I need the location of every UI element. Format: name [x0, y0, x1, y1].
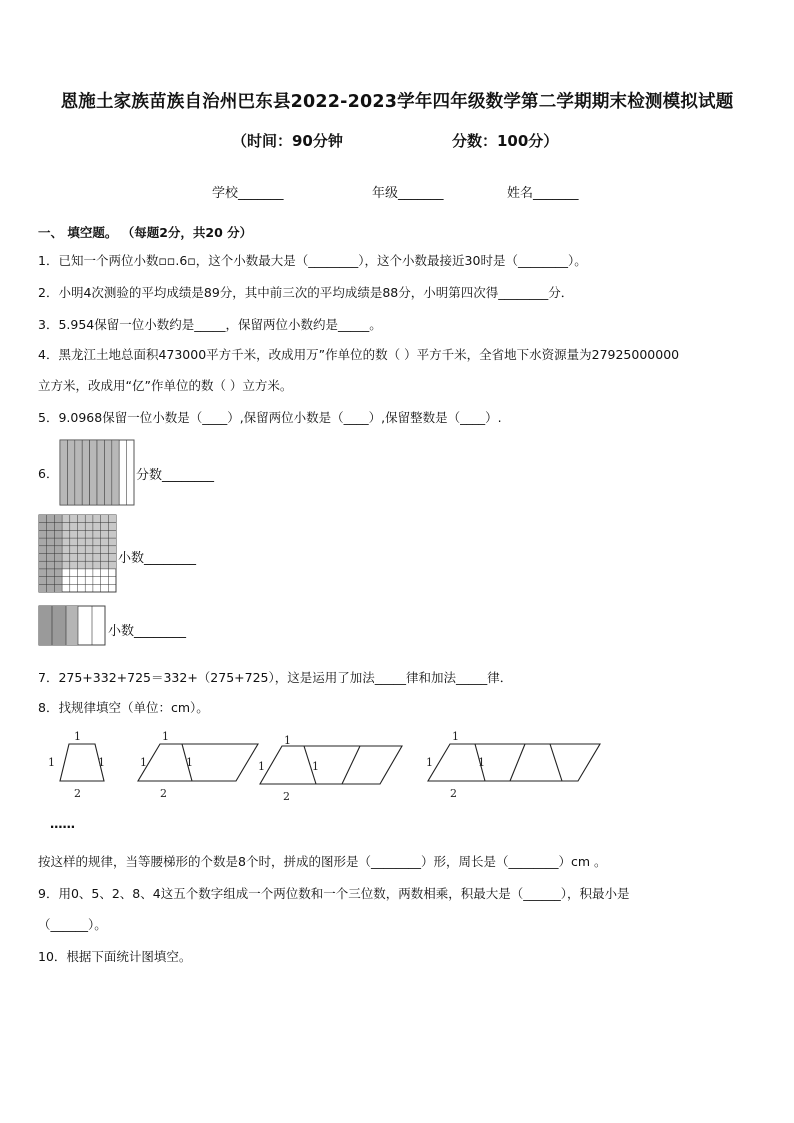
label-one: 1	[478, 756, 485, 769]
q6-decimal-blank-2: 小数________	[108, 624, 187, 639]
label-one: 1	[426, 756, 433, 769]
question-3: 3．5.954保留一位小数约是_____，保留两位小数约是_____。	[38, 317, 382, 332]
school-field: 学校_______	[212, 186, 284, 201]
question-8: 8．找规律填空（单位：cm）。	[38, 700, 209, 715]
q6-fraction-blank: 分数________	[136, 468, 215, 483]
label-one: 1	[48, 756, 55, 769]
label-one: 1	[258, 760, 265, 773]
question-6-number: 6．	[38, 466, 59, 481]
section-title: 一、 填空题。 （每题2分，共20 分）	[38, 225, 253, 240]
question-8-answer: 按这样的规律，当等腰梯形的个数是8个时，拼成的图形是（________）形，周长是（________）cm 。	[38, 854, 607, 869]
label-one: 1	[284, 734, 291, 747]
label-one: 1	[140, 756, 147, 769]
trapezoid-pattern-figure	[40, 726, 610, 804]
question-7: 7．275+332+725＝332+（275+725），这是运用了加法_____律和加法_____律．	[38, 670, 513, 685]
score-info: 分数：100分）	[452, 132, 559, 150]
continuation-dots: ……	[50, 816, 75, 831]
question-9-line-1: 9．用0、5、2、8、4这五个数字组成一个两位数和一个三位数，两数相乘，积最大是（______），积最小是	[38, 886, 630, 901]
question-5: 5．9.0968保留一位小数是（____）,保留两位小数是（____）,保留整数是（____）.	[38, 410, 502, 425]
figure-vertical-strips	[58, 438, 138, 508]
q6-decimal-blank-1: 小数________	[118, 551, 197, 566]
label-two: 2	[283, 790, 290, 803]
figure-hundred-grid	[38, 514, 118, 594]
label-one: 1	[74, 730, 81, 743]
page-title: 恩施土家族苗族自治州巴东县2022-2023学年四年级数学第二学期期末检测模拟试题	[60, 92, 734, 112]
figure-partial-strips	[38, 605, 110, 647]
question-9-line-2: （______）。	[38, 917, 107, 932]
label-one: 1	[162, 730, 169, 743]
question-4-line-2: 立方米，改成用“亿”作单位的数（ ）立方米。	[38, 378, 293, 393]
question-4-line-1: 4．黑龙江土地总面积473000平方千米，改成用万”作单位的数（ ）平方千米，全省地下水资源量为27925000000	[38, 347, 680, 362]
label-two: 2	[160, 787, 167, 800]
time-info: （时间：90分钟	[232, 132, 343, 150]
question-2: 2．小明4次测验的平均成绩是89分，其中前三次的平均成绩是88分，小明第四次得________分．	[38, 285, 574, 300]
label-one: 1	[186, 756, 193, 769]
label-one: 1	[312, 760, 319, 773]
label-two: 2	[74, 787, 81, 800]
question-1: 1．已知一个两位小数▫▫.6▫，这个小数最大是（________），这个小数最接近30时是（________）。	[38, 253, 587, 268]
label-one: 1	[98, 756, 105, 769]
name-field: 姓名_______	[507, 186, 579, 201]
grade-field: 年级_______	[372, 186, 444, 201]
label-one: 1	[452, 730, 459, 743]
label-two: 2	[450, 787, 457, 800]
question-10: 10．根据下面统计图填空。	[38, 949, 192, 964]
